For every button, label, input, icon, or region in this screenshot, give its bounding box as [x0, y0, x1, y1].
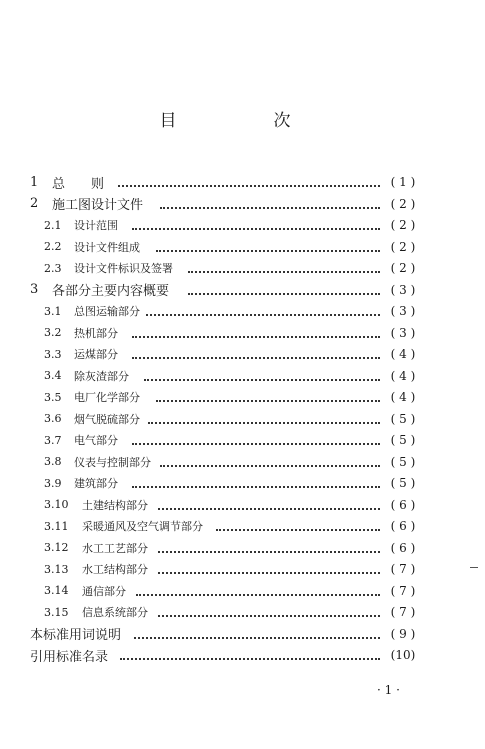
toc-entry-section[interactable]	[0, 581, 485, 601]
dot-leader	[160, 205, 380, 209]
dot-leader	[148, 420, 380, 424]
dot-leader	[216, 527, 380, 531]
dot-leader	[132, 355, 380, 359]
dot-leader	[158, 570, 380, 574]
toc-entry-title: 总图运输部分	[74, 305, 140, 318]
toc-entry-number: 3.7	[44, 433, 62, 447]
toc-entry-number: 3.12	[44, 541, 69, 554]
dot-leader	[188, 291, 380, 295]
dot-leader	[156, 248, 380, 252]
toc-entry-title: 各部分主要内容概要	[52, 284, 170, 299]
toc-entry-number: 3.8	[44, 455, 62, 468]
toc-entry-title: 设计范围	[74, 219, 118, 232]
toc-entry-number: 2	[30, 196, 39, 211]
toc-entry-page: ( 5 )	[390, 476, 416, 490]
toc-entry-title: 通信部分	[82, 584, 126, 598]
toc-entry-number: 3.1	[44, 304, 62, 318]
toc-entry-title: 设计文件组成	[74, 240, 140, 254]
toc-entry-title: 土建结构部分	[82, 498, 148, 512]
dot-leader	[158, 549, 380, 553]
toc-entry-number: 3.10	[44, 498, 69, 511]
toc-entry-page: ( 5 )	[390, 433, 416, 447]
dot-leader	[160, 463, 380, 467]
dot-leader	[156, 398, 380, 402]
toc-entry-number: 3.14	[44, 584, 69, 597]
toc-entry-title: 本标准用词说明	[30, 628, 122, 643]
toc-entry-page: ( 2 )	[390, 261, 416, 275]
toc-entry-section[interactable]	[0, 602, 485, 622]
toc-entry-chapter[interactable]	[0, 172, 485, 192]
dot-leader	[188, 269, 380, 273]
toc-entry-page: ( 5 )	[390, 454, 416, 469]
dot-leader	[134, 635, 380, 639]
toc-entry-title: 电厂化学部分	[74, 391, 140, 404]
toc-entry-page: ( 2 )	[390, 218, 416, 232]
dot-leader	[132, 226, 380, 230]
toc-entry-number: 2.3	[44, 261, 62, 275]
toc-entry-page: ( 4 )	[390, 347, 416, 361]
toc-entry-section[interactable]	[0, 387, 485, 407]
toc-entry-number: 3.2	[44, 326, 62, 339]
toc-entry-page: ( 6 )	[390, 540, 416, 555]
toc-entry-number: 1	[30, 174, 39, 190]
dot-leader	[132, 484, 380, 488]
toc-entry-section[interactable]	[0, 495, 485, 515]
toc-entry-title: 除灰渣部分	[74, 369, 129, 383]
dot-leader	[146, 312, 380, 316]
dot-leader	[132, 441, 380, 445]
toc-entry-title: 水工工艺部分	[82, 541, 148, 555]
toc-entry-number: 3.4	[44, 369, 62, 382]
toc-entry-page: ( 6 )	[390, 519, 416, 533]
dot-leader	[132, 334, 380, 338]
page-title: 目 次	[159, 111, 331, 131]
dot-leader	[136, 592, 380, 596]
toc-entry-page: ( 5 )	[390, 411, 416, 426]
toc-entry-title: 电气部分	[74, 434, 118, 447]
toc-entry-title: 设计文件标识及签署	[74, 262, 173, 275]
toc-entry-page: ( 2 )	[390, 196, 416, 211]
toc-entry-number: 3.3	[44, 347, 62, 361]
toc-entry-number: 3.13	[44, 562, 69, 576]
toc-entry-title: 采暖通风及空气调节部分	[82, 520, 203, 533]
toc-entry-chapter[interactable]	[0, 194, 485, 214]
dot-leader	[120, 656, 380, 660]
toc-entry-title: 施工图设计文件	[52, 198, 144, 213]
toc-entry-title: 建筑部分	[74, 477, 118, 490]
toc-entry-chapter[interactable]	[0, 280, 485, 300]
toc-entry-section[interactable]	[0, 301, 485, 321]
toc-entry-page: ( 7 )	[390, 583, 416, 598]
page-number: · 1 ·	[377, 683, 400, 697]
toc-entry-number: 3.9	[44, 476, 62, 490]
toc-entry-section[interactable]	[0, 323, 485, 343]
toc-entry-appendix[interactable]	[0, 645, 485, 665]
toc-entry-title: 总 则	[52, 176, 105, 192]
toc-entry-number: 3.11	[44, 519, 69, 533]
toc-entry-appendix[interactable]	[0, 624, 485, 644]
toc-entry-section[interactable]	[0, 559, 485, 579]
toc-entry-number: 3	[30, 282, 39, 297]
toc-entry-section[interactable]	[0, 473, 485, 493]
toc-entry-page: ( 7 )	[390, 605, 416, 619]
toc-entry-section[interactable]	[0, 452, 485, 472]
toc-entry-section[interactable]	[0, 237, 485, 257]
toc-entry-number: 3.6	[44, 412, 62, 425]
toc-entry-section[interactable]	[0, 409, 485, 429]
toc-entry-title: 引用标准名录	[30, 649, 109, 665]
toc-entry-section[interactable]	[0, 258, 485, 278]
toc-entry-page: ( 2 )	[390, 239, 416, 254]
toc-entry-section[interactable]	[0, 538, 485, 558]
toc-entry-page: ( 6 )	[390, 497, 416, 512]
toc-entry-page: ( 3 )	[390, 282, 416, 297]
toc-entry-section[interactable]	[0, 430, 485, 450]
toc-entry-number: 2.2	[44, 240, 62, 253]
toc-entry-number: 3.15	[44, 605, 69, 619]
toc-entry-number: 3.5	[44, 390, 62, 404]
dot-leader	[144, 377, 380, 381]
toc-entry-title: 烟气脱硫部分	[74, 412, 140, 426]
toc-entry-title: 信息系统部分	[82, 606, 148, 619]
toc-entry-section[interactable]	[0, 215, 485, 235]
toc-entry-number: 2.1	[44, 218, 62, 232]
dot-leader	[158, 506, 380, 510]
toc-entry-page: ( 3 )	[390, 304, 416, 318]
toc-entry-page: ( 9 )	[390, 626, 416, 641]
toc-entry-page: ( 3 )	[390, 325, 416, 340]
toc-entry-page: (10)	[390, 648, 416, 662]
toc-entry-page: ( 7 )	[390, 562, 416, 576]
scan-edge-mark	[470, 567, 478, 568]
toc-entry-title: 仪表与控制部分	[74, 455, 151, 469]
toc-entry-section[interactable]	[0, 366, 485, 386]
toc-entry-section[interactable]	[0, 344, 485, 364]
toc-entry-section[interactable]	[0, 516, 485, 536]
toc-entry-title: 水工结构部分	[82, 563, 148, 576]
toc-entry-title: 热机部分	[74, 326, 118, 340]
toc-entry-page: ( 4 )	[390, 368, 416, 383]
toc-entry-page: ( 1 )	[390, 175, 416, 189]
dot-leader	[118, 183, 380, 187]
toc-entry-title: 运煤部分	[74, 348, 118, 361]
toc-entry-page: ( 4 )	[390, 390, 416, 404]
dot-leader	[158, 613, 380, 617]
